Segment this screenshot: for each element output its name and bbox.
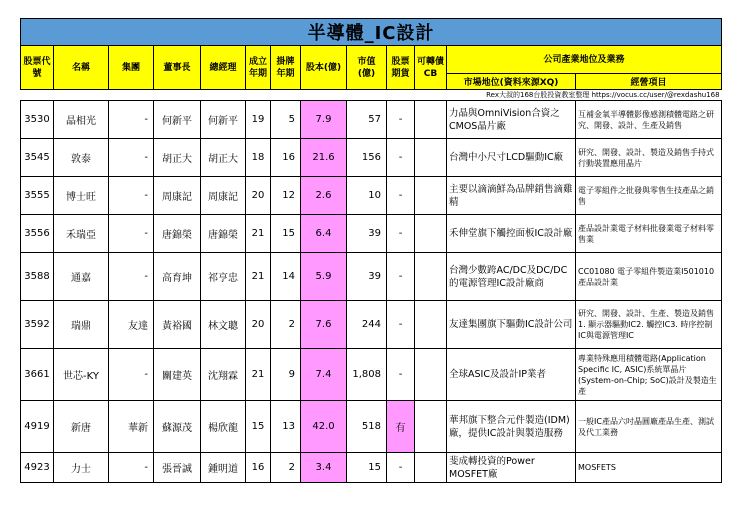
cell-cb <box>415 301 447 349</box>
header-name: 名稱 <box>54 46 109 90</box>
cell-position: 台灣中小尺寸LCD驅動IC廠 <box>447 139 576 177</box>
header-futures: 股票期貨 <box>387 46 415 90</box>
cell-chairman: 高育坤 <box>154 253 201 301</box>
header-code: 股票代號 <box>21 46 54 90</box>
table-row <box>21 177 722 215</box>
cell-cb <box>415 101 447 139</box>
cell-code: 4919 <box>21 401 54 453</box>
sheet-title: 半導體_IC設計 <box>21 19 722 46</box>
cell-listed: 16 <box>271 139 301 177</box>
cell-futures: 有 <box>387 401 415 453</box>
cell-futures: - <box>387 253 415 301</box>
cell-gm: 周康記 <box>201 177 246 215</box>
cell-listed: 14 <box>271 253 301 301</box>
cell-gm: 楊欣龍 <box>201 401 246 453</box>
table-row <box>21 101 722 139</box>
cell-mcap: 15 <box>347 453 387 483</box>
cell-position: 主要以滴滴鮮為品牌銷售滴雞精 <box>447 177 576 215</box>
cell-code: 3661 <box>21 349 54 401</box>
cell-position: 台灣少數跨AC/DC及DC/DC的電源管理IC設計廠商 <box>447 253 576 301</box>
cell-business: 研究、開發、設計、製造及銷售手持式行動裝置應用晶片 <box>576 139 722 177</box>
table-row <box>21 349 722 401</box>
cell-gm: 胡正大 <box>201 139 246 177</box>
cell-founded: 21 <box>246 215 271 253</box>
header-listed: 掛牌年期 <box>271 46 301 90</box>
header-cb: 可轉債CB <box>415 46 447 90</box>
cell-code: 3556 <box>21 215 54 253</box>
cell-group: - <box>109 215 154 253</box>
cell-group: - <box>109 139 154 177</box>
cell-name: 新唐 <box>54 401 109 453</box>
cell-position: 華邦旗下整合元件製造(IDM)廠，提供IC設計與製造服務 <box>447 401 576 453</box>
cell-futures: - <box>387 349 415 401</box>
cell-capital: 21.6 <box>301 139 347 177</box>
table-row <box>21 253 722 301</box>
cell-chairman: 胡正大 <box>154 139 201 177</box>
cell-business: MOSFETS <box>576 453 722 483</box>
header-founded: 成立年期 <box>246 46 271 90</box>
cell-listed: 5 <box>271 101 301 139</box>
cell-group: - <box>109 453 154 483</box>
cell-listed: 15 <box>271 215 301 253</box>
cell-business: 一般IC產品六吋晶圓廠產品生產、測試及代工業務 <box>576 401 722 453</box>
cell-capital: 6.4 <box>301 215 347 253</box>
cell-chairman: 周康記 <box>154 177 201 215</box>
cell-cb <box>415 453 447 483</box>
header-group: 集團 <box>109 46 154 90</box>
credit-line: Rex大叔的168台股投資教室整理 https://vocus.cc/user/@rexdashu168 <box>21 90 722 101</box>
table-row <box>21 453 722 483</box>
cell-founded: 15 <box>246 401 271 453</box>
cell-group: 友達 <box>109 301 154 349</box>
cell-cb <box>415 253 447 301</box>
cell-name: 晶相光 <box>54 101 109 139</box>
cell-gm: 沈翔霖 <box>201 349 246 401</box>
cell-cb <box>415 401 447 453</box>
cell-name: 禾瑞亞 <box>54 215 109 253</box>
cell-cb <box>415 215 447 253</box>
cell-capital: 7.6 <box>301 301 347 349</box>
cell-futures: - <box>387 301 415 349</box>
cell-group: - <box>109 349 154 401</box>
header-company-group: 公司產業地位及業務 <box>447 46 722 74</box>
cell-group: - <box>109 253 154 301</box>
cell-position: 全球ASIC及設計IP業者 <box>447 349 576 401</box>
table-body <box>21 101 722 483</box>
cell-listed: 13 <box>271 401 301 453</box>
cell-capital: 7.4 <box>301 349 347 401</box>
cell-chairman: 黃裕國 <box>154 301 201 349</box>
cell-capital: 42.0 <box>301 401 347 453</box>
cell-position: 斐成轉投資的Power MOSFET廠 <box>447 453 576 483</box>
cell-futures: - <box>387 215 415 253</box>
cell-name: 世芯-KY <box>54 349 109 401</box>
cell-cb <box>415 349 447 401</box>
cell-listed: 9 <box>271 349 301 401</box>
cell-futures: - <box>387 101 415 139</box>
cell-listed: 2 <box>271 453 301 483</box>
cell-code: 4923 <box>21 453 54 483</box>
cell-name: 通嘉 <box>54 253 109 301</box>
cell-mcap: 10 <box>347 177 387 215</box>
cell-mcap: 1,808 <box>347 349 387 401</box>
cell-chairman: 張晉誠 <box>154 453 201 483</box>
table-row <box>21 301 722 349</box>
cell-business: 電子零組件之批發與零售生技產品之銷售 <box>576 177 722 215</box>
cell-code: 3588 <box>21 253 54 301</box>
cell-code: 3592 <box>21 301 54 349</box>
cell-business: CC01080 電子零組件製造業I501010 產品設計業 <box>576 253 722 301</box>
cell-mcap: 57 <box>347 101 387 139</box>
cell-chairman: 何新平 <box>154 101 201 139</box>
cell-position: 友達集團旗下驅動IC設計公司 <box>447 301 576 349</box>
header-business: 經營項目 <box>576 74 722 90</box>
cell-capital: 7.9 <box>301 101 347 139</box>
cell-code: 3555 <box>21 177 54 215</box>
cell-name: 敦泰 <box>54 139 109 177</box>
header-capital: 股本(億) <box>301 46 347 90</box>
cell-futures: - <box>387 139 415 177</box>
cell-cb <box>415 177 447 215</box>
cell-founded: 20 <box>246 177 271 215</box>
cell-founded: 19 <box>246 101 271 139</box>
cell-position: 禾伸堂旗下觸控面板IC設計廠 <box>447 215 576 253</box>
cell-gm: 唐錦榮 <box>201 215 246 253</box>
cell-capital: 2.6 <box>301 177 347 215</box>
table-row <box>21 215 722 253</box>
header-gm: 總經理 <box>201 46 246 90</box>
cell-code: 3530 <box>21 101 54 139</box>
cell-name: 瑞鼎 <box>54 301 109 349</box>
cell-founded: 18 <box>246 139 271 177</box>
cell-group: 華新 <box>109 401 154 453</box>
cell-founded: 20 <box>246 301 271 349</box>
table-row <box>21 139 722 177</box>
cell-mcap: 244 <box>347 301 387 349</box>
cell-gm: 林文聰 <box>201 301 246 349</box>
cell-gm: 祁亨忠 <box>201 253 246 301</box>
cell-mcap: 39 <box>347 253 387 301</box>
header-mcap: 市值(億) <box>347 46 387 90</box>
cell-chairman: 唐錦榮 <box>154 215 201 253</box>
cell-founded: 16 <box>246 453 271 483</box>
cell-business: 研究、開發、設計、生產、製造及銷售1. 顯示器驅動IC2. 觸控IC3. 時序控制IC與電源管理IC <box>576 301 722 349</box>
cell-futures: - <box>387 177 415 215</box>
cell-business: 專業特殊應用積體電路(Application Specific IC, ASIC)系統單晶片(System-on-Chip; SoC)設計及製造生產 <box>576 349 722 401</box>
header-chairman: 董事長 <box>154 46 201 90</box>
cell-name: 博士旺 <box>54 177 109 215</box>
cell-mcap: 156 <box>347 139 387 177</box>
cell-gm: 何新平 <box>201 101 246 139</box>
cell-business: 產品設計業電子材料批發業電子材料零售業 <box>576 215 722 253</box>
cell-group: - <box>109 177 154 215</box>
cell-business: 互補金氧半導體影像感測積體電路之研究、開發、設計、生產及銷售 <box>576 101 722 139</box>
cell-gm: 鍾明道 <box>201 453 246 483</box>
stock-table <box>20 18 722 483</box>
cell-founded: 21 <box>246 349 271 401</box>
cell-mcap: 39 <box>347 215 387 253</box>
cell-group: - <box>109 101 154 139</box>
table-row <box>21 401 722 453</box>
cell-listed: 2 <box>271 301 301 349</box>
cell-position: 力晶與OmniVision合資之CMOS晶片廠 <box>447 101 576 139</box>
cell-chairman: 關建英 <box>154 349 201 401</box>
cell-cb <box>415 139 447 177</box>
header-position: 市場地位(資料來源XQ) <box>447 74 576 90</box>
cell-listed: 12 <box>271 177 301 215</box>
cell-founded: 21 <box>246 253 271 301</box>
cell-chairman: 蘇源茂 <box>154 401 201 453</box>
cell-code: 3545 <box>21 139 54 177</box>
cell-futures: - <box>387 453 415 483</box>
cell-capital: 3.4 <box>301 453 347 483</box>
cell-name: 力士 <box>54 453 109 483</box>
spreadsheet <box>20 18 721 483</box>
cell-capital: 5.9 <box>301 253 347 301</box>
cell-mcap: 518 <box>347 401 387 453</box>
